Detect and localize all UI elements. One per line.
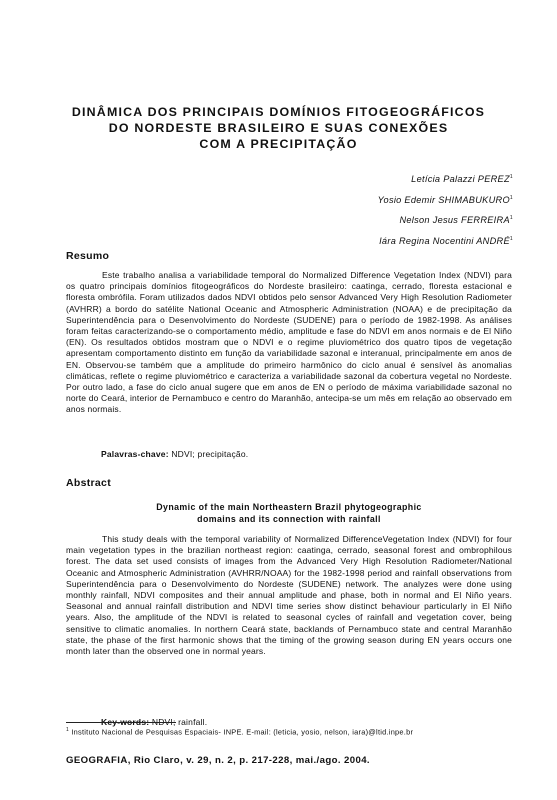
author-name: Nelson Jesus FERREIRA	[399, 215, 510, 226]
author-4	[378, 230, 513, 251]
author-3	[378, 209, 513, 230]
author-name: Letícia Palazzi PEREZ	[411, 174, 510, 185]
author-2	[378, 189, 513, 210]
affiliation-mark: 1	[509, 174, 513, 180]
author-1	[378, 168, 513, 189]
keywords-value: NDVI; rainfall.	[151, 717, 208, 727]
title-line-3: COM A PRECIPITAÇÃO	[199, 137, 358, 151]
affiliation-mark: 1	[509, 235, 513, 242]
abstract-paragraph	[66, 534, 512, 657]
article-title	[40, 104, 517, 152]
affiliation-footnote	[66, 727, 413, 736]
author-name: Yosio Edemir SHIMABUKURO	[377, 194, 510, 205]
abstract-title-line-1: Dynamic of the main Northeastern Brazil phytogeographic	[156, 502, 422, 512]
author-list	[378, 168, 513, 250]
abstract-body: This study deals with the temporal variability of Normalized DifferenceVegetation Index (NDVI) for four main vegetation types in the brazilian northeast region: caatinga, cerrado, seasonal forest and ombrophilous forest. The data set used consists of images from the Advanced Very High Resolution Radiometer/National Oceanic and Atmospheric Administration (AVHRR/NOAA) for the 1982-1998 period and rainfall observations from Superintendência para o Desenvolvimento do Nordeste (SUDENE) network. The analyzes were done using monthly rainfall, NDVI composites and their annual amplitude and phase, both in normal and El Niño years. Seasonal and annual rainfall distribution and NDVI time series show distinct behaviour particularly in El Niño years. Also, the amplitude of the NDVI is related to seasonal cycles of rainfall and vegetation cover, being sensitive to climatic anomalies. In northern Ceará state, backlands of Pernambuco state and central Maranhão state, the phase of the first harmonic shows that the timing of the growing season during EN years occurs one month later than the observed one in normal years.	[66, 534, 512, 657]
footnote-divider	[66, 722, 176, 723]
affiliation-mark: 1	[509, 215, 513, 222]
affiliation-mark: 1	[509, 194, 513, 201]
abstract-title	[66, 501, 512, 525]
keywords-label: Palavras-chave:	[101, 449, 169, 459]
journal-citation: GEOGRAFIA, Rio Claro, v. 29, n. 2, p. 217-228, mai./ago. 2004.	[66, 755, 371, 766]
keywords-value: NDVI; precipitação.	[171, 449, 249, 459]
title-line-2: DO NORDESTE BRASILEIRO E SUAS CONEXÕES	[108, 121, 449, 135]
abstract-heading: Abstract	[66, 477, 111, 489]
resumo-paragraph	[66, 270, 512, 416]
title-line-1: DINÂMICA DOS PRINCIPAIS DOMÍNIOS FITOGEOGRÁFICOS	[71, 105, 486, 119]
footnote-text: Instituto Nacional de Pesquisas Espaciais- INPE. E-mail: (leticia, yosio, nelson, iara)@ltid.inpe.br	[69, 727, 414, 737]
author-name: Iára Regina Nocentini ANDRÉ	[379, 235, 510, 246]
resumo-keywords	[101, 449, 248, 459]
resumo-body: Este trabalho analisa a variabilidade temporal do Normalized Difference Vegetation Index (NDVI) para os quatro principais domínios fitogeográficos do Nordeste brasileiro: caatinga, cerrado, floresta estacional e floresta ombrófila. Foram utilizados dados NDVI obtidos pelo sensor Advanced Very High Resolution Radiometer (AVHRR) a bordo do satélite National Oceanic and Atmospheric Administration (NOAA) e de precipitação da Superintendência para o Desenvolvimento do Nordeste (SUDENE) para o período de 1982-1998. As análises foram feitas caracterizando-se o comportamento médio, amplitude e fase do NDVI em anos normais e de El Niño (EN). Os resultados obtidos mostram que o NDVI e o regime pluviométrico dos quatro tipos de vegetação apresentam comportamento distinto em função da variabilidade sazonal e interanual, principalmente em anos de EN. Observou-se também que a amplitude do primeiro harmônico do ciclo anual é sensível às anomalias climáticas, reflete o regime pluviométrico e caracteriza a variabilidade sazonal da cobertura vegetal no Nordeste. Por outro lado, a fase do ciclo anual sugere que em anos de EN o período de máxima variabilidade sazonal no norte do Ceará, interior de Pernambuco e centro do Maranhão, antecipa-se um mês em relação ao observado em anos normais.	[66, 270, 512, 415]
resumo-heading: Resumo	[66, 250, 110, 262]
abstract-title-line-2: domains and its connection with rainfall	[197, 514, 381, 524]
keywords-label: Key-words:	[101, 717, 150, 727]
footnote-mark: 1	[66, 727, 70, 733]
